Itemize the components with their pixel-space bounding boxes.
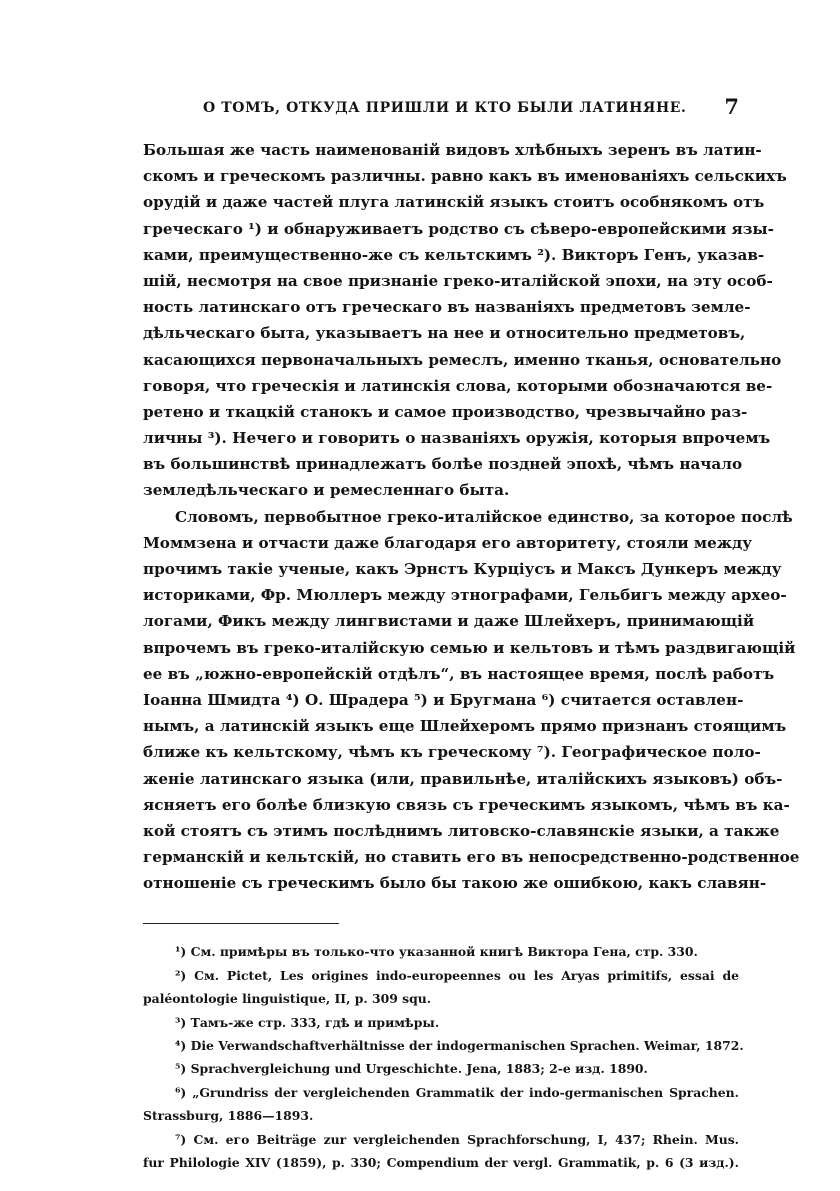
text-line: въ большинствѣ принадлежатъ болѣе поздней эпохѣ, чѣмъ начало <box>143 455 743 474</box>
footnote-5: ⁵) Sprachvergleichung und Urgeschichte. Jena, 1883; 2-е изд. 1890. <box>175 1061 648 1077</box>
text-line: шій, несмотря на свое признаніе греко-италійской эпохи, на эту особ- <box>143 271 773 290</box>
text-line: личны ³). Нечего и говорить о названіяхъ оружія, которыя впрочемъ <box>143 429 771 448</box>
text-line: орудій и даже частей плуга латинскій языкъ стоитъ особнякомъ отъ <box>143 193 765 212</box>
text-line: отношеніе съ греческимъ было бы такою же ошибкою, какъ славян- <box>143 874 767 893</box>
text-line: касающихся первоначальныхъ ремеслъ, именно тканья, основательно <box>143 350 782 369</box>
text-line: ками, преимущественно-же съ кельтскимъ ²). Викторъ Генъ, указав- <box>143 245 765 264</box>
text-line: кой стоятъ съ этимъ послѣднимъ литовско-славянскіе языки, а также <box>143 821 780 840</box>
running-head <box>143 92 739 126</box>
text-line: дѣльческаго быта, указываетъ на нее и относительно предметовъ, <box>143 324 746 343</box>
text-line: земледѣльческаго и ремесленнаго быта. <box>143 481 510 500</box>
text-line: ретено и ткацкій станокъ и самое производство, чрезвычайно раз- <box>143 402 748 421</box>
running-title: О ТОМЪ, ОТКУДА ПРИШЛИ И КТО БЫЛИ ЛАТИНЯНЕ. <box>203 100 687 116</box>
footnote-divider <box>143 923 339 924</box>
text-line: ясняетъ его болѣе близкую связь съ греческимъ языкомъ, чѣмъ въ ка- <box>143 795 790 814</box>
text-line: ближе къ кельтскому, чѣмъ къ греческому ⁷). Географическое поло- <box>143 743 761 762</box>
text-line: ее въ „южно-европейскій отдѣлъ“, въ настоящее время, послѣ работъ <box>143 664 775 683</box>
footnotes <box>143 940 744 1174</box>
text-line: говоря, что греческія и латинскія слова, которыми обозначаются ве- <box>143 376 773 395</box>
text-line: Словомъ, первобытное греко-италійское единство, за которое послѣ <box>175 507 793 526</box>
text-line: историками, Фр. Мюллеръ между этнографами, Гельбигъ между архео- <box>143 586 787 605</box>
footnote-2-cont: paléontologie linguistique, II, p. 309 squ. <box>143 991 432 1007</box>
page-number: 7 <box>724 94 739 119</box>
footnote-7: ⁷) См. его Beiträge zur vergleichenden Sprachforschung, I, 437; Rhein. Mus. <box>175 1131 739 1147</box>
text-line: Большая же часть наименованій видовъ хлѣбныхъ зеренъ въ латин- <box>143 141 762 159</box>
footnote-6: ⁶) „Grundriss der vergleichenden Grammatik der indo-germanischen Sprachen. <box>175 1084 739 1100</box>
footnote-4: ⁴) Die Verwandschaftverhältnisse der indogermanischen Sprachen. Weimar, 1872. <box>175 1038 744 1053</box>
footnote-1: ¹) См. примѣры въ только-что указанной книгѣ Виктора Гена, стр. 330. <box>175 944 698 960</box>
text-line: скомъ и греческомъ различны. равно какъ въ именованіяхъ сельскихъ <box>143 167 787 186</box>
text-line: греческаго ¹) и обнаруживаетъ родство съ сѣверо-европейскими язы- <box>143 219 774 238</box>
book-page <box>143 92 800 1174</box>
footnote-2: ²) См. Pictet, Les origines indo-europeennes ou les Aryas primitifs, essai de <box>175 967 739 983</box>
text-line: нымъ, а латинскій языкъ еще Шлейхеромъ прямо признанъ стоящимъ <box>143 717 787 736</box>
text-line: логами, Фикъ между лингвистами и даже Шлейхеръ, принимающій <box>143 612 755 631</box>
paragraph-2 <box>143 504 800 897</box>
text-line: ность латинскаго отъ греческаго въ названіяхъ предметовъ земле- <box>143 298 751 317</box>
footnote-6-cont: Strassburg, 1886—1893. <box>143 1108 314 1124</box>
text-line: впрочемъ въ греко-италійскую семью и кельтовъ и тѣмъ раздвигающій <box>143 638 796 657</box>
text-line: женіе латинскаго языка (или, правильнѣе, италійскихъ языковъ) объ- <box>143 769 783 788</box>
text-line: прочимъ такіе ученые, какъ Эрнстъ Курціусъ и Максъ Дункеръ между <box>143 560 782 578</box>
text-line: Іоанна Шмидта ⁴) О. Шрадера ⁵) и Бругмана ⁶) считается оставлен- <box>143 690 744 709</box>
footnote-7-cont: fur Philologie XIV (1859), p. 330; Compendium der vergl. Grammatik, p. 6 (3 изд.). <box>143 1154 739 1170</box>
text-line: германскій и кельтскій, но ставить его въ непосредственно-родственное <box>143 848 800 867</box>
paragraph-1 <box>143 137 787 504</box>
text-line: Моммзена и отчасти даже благодаря его авторитету, стояли между <box>143 533 752 552</box>
footnote-3: ³) Тамъ-же стр. 333, гдѣ и примѣры. <box>175 1014 440 1030</box>
